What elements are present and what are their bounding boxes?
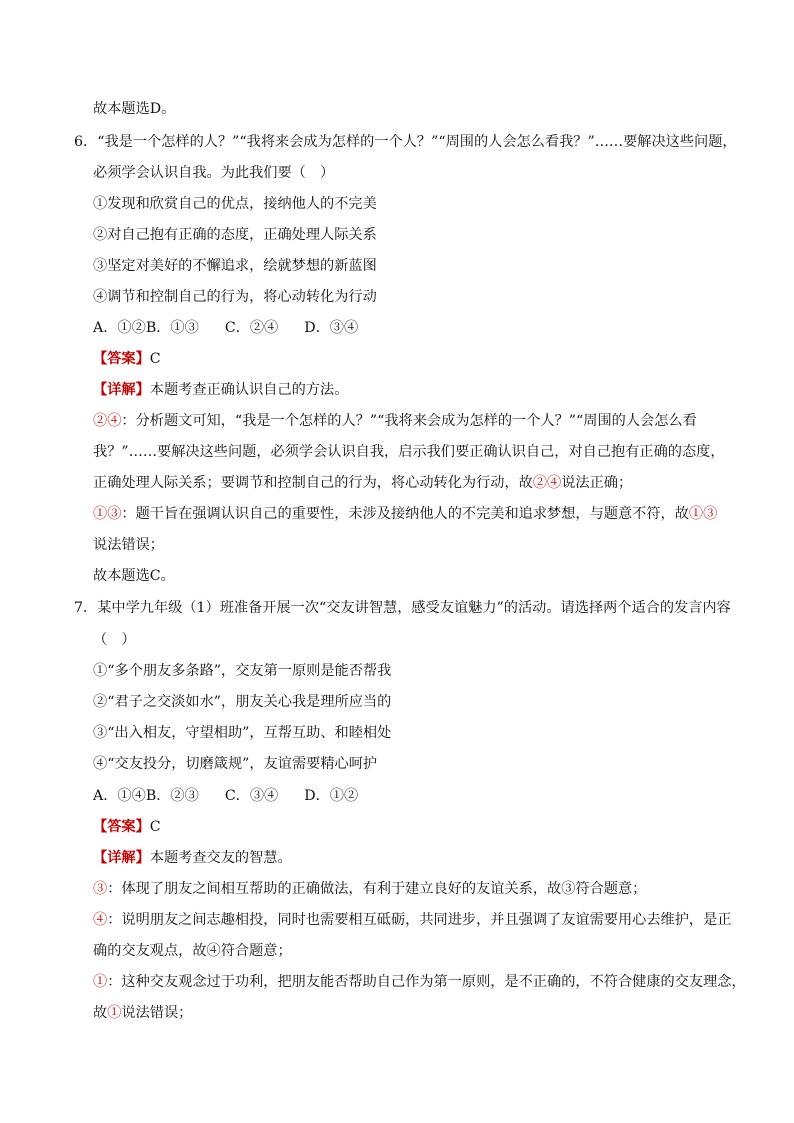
analysis-text: 正确处理人际关系；要调节和控制自己的行为，将心动转化为行动，故 — [93, 475, 533, 491]
q6-stem-line2: 必须学会认识自我。为此我们要（ ） — [93, 165, 335, 181]
analysis-text: 说法正确； — [561, 475, 633, 491]
analysis-text: ：这种交友观念过于功利，把朋友能否帮助自己作为第一原则，是不正确的，不符合健康的交友理念， — [107, 974, 746, 990]
q7-analysis-line3: 确的交友观点，故④符合题意； — [93, 943, 292, 959]
marker: ②④ — [93, 413, 122, 429]
analysis-text: ：分析题文可知，“我是一个怎样的人？”“我将来会成为怎样的一个人？”“周围的人会怎么看 — [121, 413, 697, 429]
answer-label: 【答案】 — [93, 819, 150, 835]
q6-option-c[interactable]: C．②④ — [224, 320, 279, 336]
answer-value: C — [149, 819, 161, 835]
q6-analysis-line5: 说法错误； — [93, 537, 164, 553]
q6-analysis-line1 — [93, 411, 697, 431]
marker: ③ — [93, 881, 108, 897]
q7-analysis-line4 — [93, 972, 746, 992]
conclusion-q6: 故本题选C。 — [93, 568, 175, 584]
q7-options — [93, 786, 358, 806]
analysis-text: 说法错误； — [121, 1005, 193, 1021]
q7-explanation-intro — [93, 848, 292, 868]
q7-statement-3: ③“出入相友，守望相助”，互帮互助、和睦相处 — [93, 725, 392, 741]
q7-analysis-line5 — [93, 1003, 192, 1023]
q7-statement-4: ④“交友投分，切磨箴规”，友谊需要精心呵护 — [93, 756, 378, 772]
answer-label: 【答案】 — [93, 351, 150, 367]
analysis-text: ：说明朋友之间志趣相投，同时也需要相互砥砺，共同进步，并且强调了友谊需要用心去维护，是正 — [107, 912, 732, 928]
q7-stem-line2: （ ） — [93, 632, 136, 648]
q6-analysis-line4 — [93, 504, 717, 524]
q7-option-b[interactable]: B．②③ — [145, 788, 199, 804]
marker: ②④ — [532, 475, 562, 491]
q6-statement-1: ①发现和欣赏自己的优点，接纳他人的不完美 — [93, 196, 377, 212]
q6-stem-line1: 6．“我是一个怎样的人？”“我将来会成为怎样的一个人？”“周围的人会怎么看我？”……要解决这些问题， — [74, 134, 737, 150]
marker: ①③ — [688, 506, 718, 522]
marker: ① — [107, 1005, 122, 1021]
q7-analysis-line1 — [93, 879, 646, 899]
marker: ① — [93, 974, 108, 990]
q7-stem-line1: 7．某中学九年级（1）班准备开展一次“交友讲智慧，感受友谊魅力”的活动。请选择两个适合的发言内容 — [74, 600, 731, 616]
q6-analysis-line3 — [93, 473, 632, 493]
q7-statement-1: ①“多个朋友多条路”，交友第一原则是能否帮我 — [93, 663, 392, 679]
explanation-label: 【详解】 — [93, 850, 150, 866]
q7-option-c[interactable]: C．③④ — [224, 788, 279, 804]
q6-option-a[interactable]: A．①② — [93, 320, 146, 336]
q6-answer — [93, 349, 161, 369]
q6-option-d[interactable]: D．③④ — [304, 320, 359, 336]
q7-analysis-line2 — [93, 910, 731, 930]
q6-explanation-intro — [93, 380, 348, 400]
q7-answer — [93, 817, 161, 837]
marker: ①③ — [93, 506, 122, 522]
q6-option-b[interactable]: B．①③ — [145, 320, 199, 336]
analysis-text: 故 — [93, 1005, 108, 1021]
marker: ④ — [93, 912, 108, 928]
q6-statement-4: ④调节和控制自己的行为，将心动转化为行动 — [93, 289, 377, 305]
q6-options — [93, 318, 358, 338]
conclusion-q5: 故本题选D。 — [93, 101, 176, 117]
q7-option-a[interactable]: A．①④ — [93, 788, 146, 804]
q6-statement-2: ②对自己抱有正确的态度，正确处理人际关系 — [93, 227, 377, 243]
explanation-label: 【详解】 — [93, 382, 150, 398]
answer-value: C — [149, 351, 161, 367]
explanation-text: 本题考查交友的智慧。 — [149, 850, 292, 866]
explanation-text: 本题考查正确认识自己的方法。 — [149, 382, 349, 398]
q6-analysis-line2: 我？”……要解决这些问题，必须学会认识自我，启示我们要正确认识自己，对自己抱有正确的态度， — [93, 444, 725, 460]
analysis-text: ：题干旨在强调认识自己的重要性，未涉及接纳他人的不完美和追求梦想，与题意不符，故 — [121, 506, 689, 522]
q7-option-d[interactable]: D．①② — [304, 788, 359, 804]
analysis-text: ：体现了朋友之间相互帮助的正确做法，有利于建立良好的友谊关系，故③符合题意； — [107, 881, 647, 897]
q7-statement-2: ②“君子之交淡如水”，朋友关心我是理所应当的 — [93, 694, 392, 710]
q6-statement-3: ③坚定对美好的不懈追求，绘就梦想的新蓝图 — [93, 258, 377, 274]
